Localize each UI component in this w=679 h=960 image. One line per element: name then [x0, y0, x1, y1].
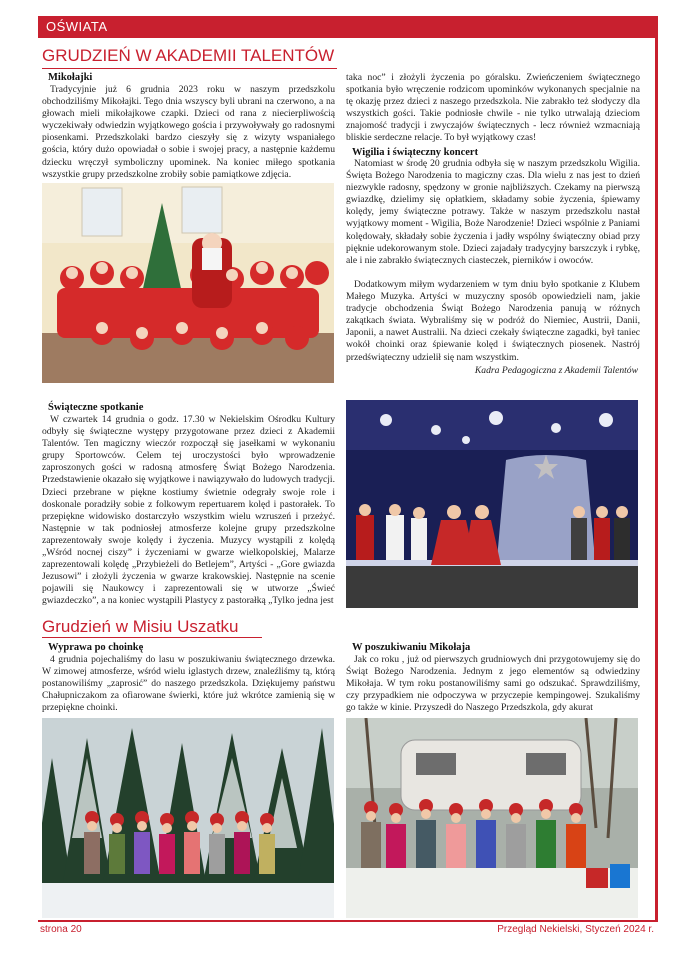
- photo-caravan-group: [346, 718, 638, 918]
- photo-santa-classroom: [42, 183, 334, 383]
- article1-subtitle-spotkanie: Świąteczne spotkanie: [48, 402, 144, 413]
- photo-stage-performance: [346, 400, 638, 608]
- section-label: OŚWIATA: [46, 19, 108, 34]
- article1-title-rule: [42, 68, 337, 69]
- footer-page-number: strona 20: [40, 924, 82, 935]
- article2-paragraph-2: Jak co roku , już od pierwszych grudniowych dni przygotowujemy się do Świąt Bożego Narodzenia. Jednym z jego elementów są odwiedziny Mikołaja. W tym roku postanowiliśmy sami go odszukać. Sprawdziliśmy, czy przypadkiem nie odpoczywa w przyczepie kempingowej. Szukaliśmy go także w kinie. Przyszedł do Naszego Przedszkola, gdy akurat: [346, 654, 640, 714]
- article1-paragraph-2: taka noc” i złożyli życzenia po góralsku. Zwieńczeniem świątecznego spotkania było wręczenie rodzicom upominków wykonanych specjalnie na tę okazję przez dzieci z naszego przedszkola. Nie zabrakło też słodyczy dla wszystkich gości. Takie podniosłe chwile - nie tylko utrwalają dzieciom znajomość tradycji i zwyczajów świątecznych - lecz również wzmacniają bliskie serdeczne relacje. To był wyjątkowy czas!: [346, 72, 640, 144]
- article1-subtitle-wigilia: Wigilia i świąteczny koncert: [352, 147, 479, 158]
- article1-paragraph-3: Natomiast w środę 20 grudnia odbyła się w naszym przedszkolu Wigilia. Święta Bożego Narodzenia to magiczny czas. Dla wielu z nas jest to dzień niezwykle radosny, spędzony w gronie najbliższych. Czekamy na pierwszą gwiazdkę, dzielimy się opłatkiem, składamy sobie życzenia, śpiewamy kolędy, jemy świąteczne potrawy. Także w naszym przedszkolu nastał wyjątkowy moment - Wigilia, Boże Narodzenie! Dzieci wspólnie z Paniami kolędowały, składały sobie życzenia i jadły wspólny świąteczny obiad przy pięknie udekorowanym stole. Dzieci zajadały tradycyjny barszczyk i rybkę, ale i nie zabrakło świątecznych ciasteczek, pierników i owoców.: [346, 158, 640, 266]
- footer-publication: Przegląd Nekielski, Styczeń 2024 r.: [497, 924, 654, 935]
- article1-subtitle-mikolajki: Mikołajki: [48, 72, 93, 83]
- footer-rule: [38, 920, 658, 922]
- article2-title-rule: [42, 637, 262, 638]
- article1-paragraph-5: W czwartek 14 grudnia o godz. 17.30 w Nekielskim Ośrodku Kultury odbyły się świąteczne występy przygotowane przez dzieci z Akademii Talentów. Ten magiczny wieczór rozpoczął się jasełkami w wykonaniu grupy Sportowców. Celem tej uroczystości było wprowadzenie zaproszonych gości w radosną atmosferę Świąt Bożego Narodzenia. Przedstawienie okazało się wyjątkowe i nawiązywało do ludowych tradycji. Dzieci przebrane w piękne kostiumy świetnie odegrały swoje role i doskonale poradziły sobie z folkowym repertuarem kolęd i pastorałek. To przepiękne widowisko dostarczyło wszystkim wielu wzruszeń i przeżyć. Następnie w tak podniosłej atmosferze kolejne grupy przedszkolne zaprezentowały swoje kolędy i życzenia. Muzycy wystąpili z kolędą „Wśród nocnej ciszy” i życzeniami w gwarze wielkopolskiej, Malarze zaprezentowali kolędę „Przybieżeli do Betlejem”, Artyści - „Gore gwiazda Jezusowi” i złożyli życzenia w gwarze krakowskiej. Następnie na scenie pojawili się Naukowcy i zaprezentowali się w utworze „Świeć gwiazdeczko”, a na koniec wystąpili Plastycy z pastorałką „Tylko jedna jest: [42, 414, 335, 607]
- photo-forest-trip: [42, 718, 334, 918]
- article2-subtitle-mikolaj: W poszukiwaniu Mikołaja: [352, 642, 471, 653]
- article2-paragraph-1: 4 grudnia pojechaliśmy do lasu w poszukiwaniu świątecznego drzewka. W zimowej atmosferze, wśród wielu iglastych drzew, znaleźliśmy tą, którą postanowiliśmy „zaprosić” do naszego przedszkola. Dziękujemy państwu Chałupniczakom za ofiarowane świerki, które już wkrótce zamienią się w przepiękne choinki.: [42, 654, 335, 714]
- article2-subtitle-choinka: Wyprawa po choinkę: [48, 642, 144, 653]
- right-margin-rule: [655, 16, 658, 922]
- article1-paragraph-1: Tradycyjnie już 6 grudnia 2023 roku w naszym przedszkolu obchodziliśmy Mikołajki. Tego dnia wszyscy byli ubrani na czerwono, a na głowach mieli mikołajkowe czapki. Dzieci od rana z niecierpliwością wyczekiwały odwiedzin wyjątkowego gościa i przywoływały go radosnymi piosenkami. Przedszkolaki bardzo cieszyły się z wizyty wspaniałego gościa, który dużo opowiadał o sobie i swojej pracy, a następnie każdemu dziecku wręczył symboliczny upominek. Na koniec miłego spotkania wszystkie grupy przedszkolne zrobiły sobie pamiątkowe zdjęcia.: [42, 84, 335, 180]
- article1-signature: Kadra Pedagogiczna z Akademii Talentów: [474, 365, 638, 376]
- section-header-bar: [38, 16, 657, 38]
- article1-title: GRUDZIEŃ W AKADEMII TALENTÓW: [42, 46, 335, 65]
- article2-title: Grudzień w Misiu Uszatku: [42, 617, 239, 636]
- article1-paragraph-4: Dodatkowym miłym wydarzeniem w tym dniu było spotkanie z Klubem Małego Muzyka. Artyści w muzyczny sposób opowiedzieli nam, jakie tradycje obchodzenia Świąt Bożego Narodzenia panują w różnych zakątkach świata. Wybraliśmy się w podróż do Niemiec, Austrii, Danii, Japonii, a nawet Australii. Na dzieci czekały świąteczne zagadki, był taniec wokół choinki oraz śpiewanie kolęd i świątecznych piosenek. Nastrój przedświąteczny udzielił się nam wszystkim.: [346, 279, 640, 363]
